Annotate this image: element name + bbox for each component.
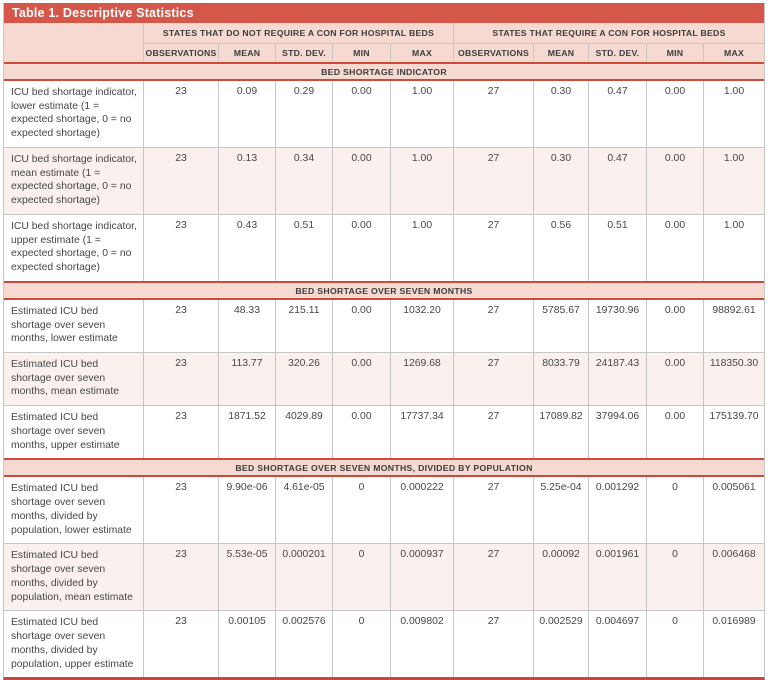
cell-value: 23 (144, 215, 219, 281)
cell-value: 1.00 (723, 152, 745, 164)
table-row (4, 300, 764, 353)
cell-value: 0.47 (589, 81, 647, 147)
table-row (4, 477, 764, 544)
column-header-max: MAX (704, 44, 764, 63)
cell-value: 8033.79 (534, 353, 589, 405)
cell-value: 0.00 (647, 148, 704, 214)
cell-value: 0.13 (219, 148, 276, 214)
cell-value: 5785.67 (534, 300, 589, 352)
cell-value: 5.53e-05 (219, 544, 276, 610)
cell-value: 0.30 (534, 148, 589, 214)
cell-value: 0.29 (276, 81, 333, 147)
column-header-mean: MEAN (534, 44, 589, 63)
table-row (4, 611, 764, 677)
row-label: ICU bed shortage indicator, mean estimate (1 = expected shortage, 0 = no expected shortage) (4, 148, 144, 214)
cell-value: 1.00 (391, 148, 454, 214)
cell-value: 113.77 (219, 353, 276, 405)
table-row (4, 81, 764, 148)
cell-value: 27 (454, 353, 534, 405)
column-header-mean: MEAN (219, 44, 276, 63)
row-label: Estimated ICU bed shortage over seven months, divided by population, upper estimate (4, 611, 144, 677)
cell-value: 17089.82 (534, 406, 589, 458)
row-label: Estimated ICU bed shortage over seven months, lower estimate (4, 300, 144, 352)
cell-value: 23 (144, 611, 219, 677)
cell-value: 27 (454, 477, 534, 543)
cell-value: 23 (144, 477, 219, 543)
cell-value: 0.00 (647, 406, 704, 458)
section-header: BED SHORTAGE OVER SEVEN MONTHS (4, 281, 764, 300)
descriptive-statistics-table (3, 3, 765, 680)
section-bed-shortage-divided-by-population (4, 458, 764, 677)
cell-value: 0.00 (333, 353, 391, 405)
cell-value: 0.00 (333, 148, 391, 214)
cell-value: 0.001292 (589, 477, 647, 543)
cell-value: 0.51 (589, 215, 647, 281)
cell-value: 1871.52 (219, 406, 276, 458)
cell-value: 24187.43 (589, 353, 647, 405)
cell-value: 5.25e-04 (534, 477, 589, 543)
column-header-observations: OBSERVATIONS (454, 44, 534, 63)
cell-value: 0.005061 (712, 482, 756, 494)
cell-value: 1.00 (391, 81, 454, 147)
table-row (4, 544, 764, 611)
cell-value: 23 (144, 406, 219, 458)
group-header-con: STATES THAT REQUIRE A CON FOR HOSPITAL BEDS (454, 23, 764, 44)
table-header (4, 23, 764, 63)
cell-value: 0 (333, 544, 391, 610)
cell-value: 27 (454, 406, 534, 458)
cell-value: 0.09 (219, 81, 276, 147)
cell-value: 19730.96 (589, 300, 647, 352)
cell-value: 0 (647, 477, 704, 543)
cell-value: 320.26 (276, 353, 333, 405)
row-label: ICU bed shortage indicator, upper estimate (1 = expected shortage, 0 = no expected shortage) (4, 215, 144, 281)
column-header-min: MIN (333, 44, 391, 63)
cell-value: 0.34 (276, 148, 333, 214)
cell-value: 175139.70 (709, 411, 759, 423)
corner-cell (4, 23, 144, 63)
cell-value: 0.000937 (391, 544, 454, 610)
section-bed-shortage-seven-months (4, 281, 764, 460)
cell-value: 0.00 (333, 406, 391, 458)
cell-value: 23 (144, 544, 219, 610)
cell-value: 1.00 (723, 219, 745, 231)
cell-value: 0.00 (647, 353, 704, 405)
cell-value: 27 (454, 544, 534, 610)
cell-value: 27 (454, 300, 534, 352)
table-title: Table 1. Descriptive Statistics (4, 3, 764, 23)
cell-value: 118350.30 (709, 358, 759, 370)
cell-value: 0 (647, 544, 704, 610)
cell-value: 4029.89 (276, 406, 333, 458)
table-row (4, 215, 764, 282)
cell-value: 0.006468 (712, 549, 756, 561)
cell-value: 0.000222 (391, 477, 454, 543)
cell-value: 0.00 (333, 215, 391, 281)
cell-value: 23 (144, 300, 219, 352)
cell-value: 0.51 (276, 215, 333, 281)
cell-value: 4.61e-05 (276, 477, 333, 543)
column-header-max: MAX (391, 44, 454, 63)
cell-value: 0 (333, 477, 391, 543)
section-header: BED SHORTAGE INDICATOR (4, 62, 764, 81)
row-label: Estimated ICU bed shortage over seven months, divided by population, lower estimate (4, 477, 144, 543)
cell-value: 0.016989 (712, 616, 756, 628)
cell-value: 0.00 (647, 215, 704, 281)
row-label: Estimated ICU bed shortage over seven months, divided by population, mean estimate (4, 544, 144, 610)
table-row (4, 406, 764, 459)
cell-value: 0.43 (219, 215, 276, 281)
column-header-std-dev: STD. DEV. (276, 44, 333, 63)
cell-value: 1032.20 (391, 300, 454, 352)
row-label: ICU bed shortage indicator, lower estimate (1 = expected shortage, 0 = no expected shortage) (4, 81, 144, 147)
cell-value: 23 (144, 81, 219, 147)
cell-value: 27 (454, 215, 534, 281)
cell-value: 17737.34 (391, 406, 454, 458)
cell-value: 48.33 (219, 300, 276, 352)
cell-value: 0.009802 (391, 611, 454, 677)
cell-value: 215.11 (276, 300, 333, 352)
cell-value: 0.00 (333, 300, 391, 352)
cell-value: 0.004697 (589, 611, 647, 677)
cell-value: 98892.61 (712, 304, 756, 316)
column-header-min: MIN (647, 44, 704, 63)
cell-value: 23 (144, 148, 219, 214)
cell-value: 0 (333, 611, 391, 677)
cell-value: 23 (144, 353, 219, 405)
group-header-no-con: STATES THAT DO NOT REQUIRE A CON FOR HOSPITAL BEDS (144, 23, 454, 44)
cell-value: 0.000201 (276, 544, 333, 610)
cell-value: 0.001961 (589, 544, 647, 610)
row-label: Estimated ICU bed shortage over seven months, mean estimate (4, 353, 144, 405)
cell-value: 1269.68 (391, 353, 454, 405)
table-row (4, 353, 764, 406)
section-bed-shortage-indicator (4, 62, 764, 282)
table-row (4, 148, 764, 215)
cell-value: 0 (647, 611, 704, 677)
row-label: Estimated ICU bed shortage over seven months, upper estimate (4, 406, 144, 458)
cell-value: 0.00 (647, 81, 704, 147)
column-header-std-dev: STD. DEV. (589, 44, 647, 63)
cell-value: 37994.06 (589, 406, 647, 458)
cell-value: 0.00105 (219, 611, 276, 677)
cell-value: 27 (454, 81, 534, 147)
section-header: BED SHORTAGE OVER SEVEN MONTHS, DIVIDED BY POPULATION (4, 458, 764, 477)
cell-value: 0.30 (534, 81, 589, 147)
cell-value: 1.00 (723, 86, 745, 97)
column-header-observations: OBSERVATIONS (144, 44, 219, 63)
cell-value: 27 (454, 148, 534, 214)
cell-value: 27 (454, 611, 534, 677)
cell-value: 0.002576 (276, 611, 333, 677)
cell-value: 9.90e-06 (219, 477, 276, 543)
cell-value: 0.00 (333, 81, 391, 147)
cell-value: 0.00 (647, 300, 704, 352)
cell-value: 0.56 (534, 215, 589, 281)
cell-value: 0.002529 (534, 611, 589, 677)
cell-value: 0.47 (589, 148, 647, 214)
cell-value: 0.00092 (534, 544, 589, 610)
cell-value: 1.00 (391, 215, 454, 281)
